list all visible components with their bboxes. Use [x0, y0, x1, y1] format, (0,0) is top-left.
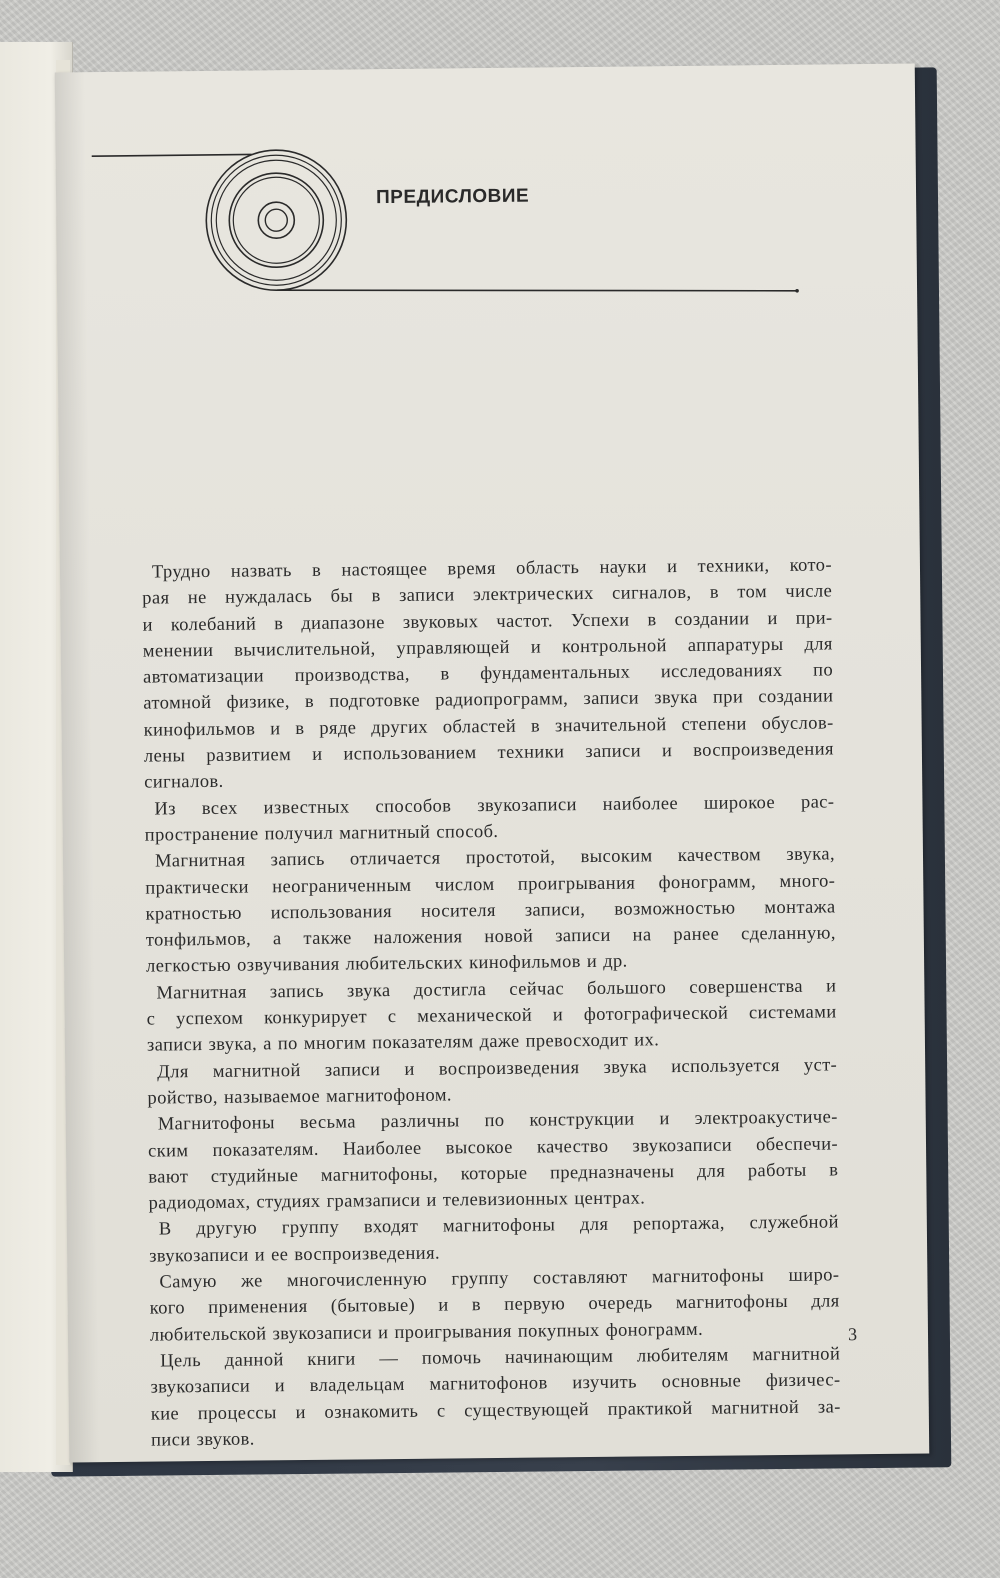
reel-outer-ring-2 — [211, 155, 342, 286]
page-heading: ПРЕДИСЛОВИЕ — [375, 185, 530, 209]
body-text — [142, 552, 841, 1453]
text-line: практически неограниченным числом проигрывания фонограмм, много- — [145, 870, 836, 899]
text-line: лены развитием и использованием техники записи и воспроизведения — [143, 739, 834, 767]
text-line: Трудно назвать в настоящее время область науки и техники, кото- — [151, 555, 833, 583]
text-line: звукозаписи и ее воспроизведения. — [149, 1243, 441, 1267]
text-line: сигналов. — [144, 772, 224, 794]
text-line: кие процессы и ознакомить с существующей практикой магнитной за- — [150, 1396, 841, 1425]
text-line: менении вычислительной, управляющей и контрольной аппаратуры для — [142, 634, 833, 662]
paragraph — [146, 973, 837, 1059]
book-page — [55, 64, 930, 1463]
text-line: ским показателям. Наиболее высокое качество звукозаписи обеспечи- — [147, 1133, 839, 1162]
paragraph — [149, 1210, 840, 1270]
text-line: любительской звукозаписи и проигрывания покупных фонограмм. — [149, 1319, 704, 1346]
text-line: автоматизации производства, в фундаментальных исследованиях по — [142, 660, 834, 688]
text-line: Магнитофоны весьма различны по конструкции и электроакустиче- — [157, 1107, 838, 1135]
paragraph — [150, 1341, 841, 1453]
reel-inner-ring-1 — [229, 173, 324, 268]
text-line: В другую группу входят магнитофоны для репортажа, служебной — [158, 1212, 839, 1240]
text-line: ройство, называемое магнитофоном. — [147, 1085, 453, 1109]
paragraph — [144, 789, 835, 849]
text-line: звукозаписи и владельцам магнитофонов изучить основные физичес- — [150, 1370, 841, 1398]
text-line: с успехом конкурирует с механической и фотографической системами — [146, 1002, 837, 1030]
paragraph — [149, 1262, 840, 1348]
tape-reel-illustration — [92, 141, 814, 319]
paragraph — [147, 1052, 838, 1112]
text-line: пространение получил магнитный способ. — [144, 821, 499, 846]
text-line: Магнитная запись звука достигла сейчас большого совершенства и — [156, 976, 837, 1004]
text-line: легкостью озвучивания любительских кинофильмов и др. — [146, 952, 628, 978]
tape-line-end-dot — [795, 289, 799, 293]
paragraph — [145, 842, 836, 981]
tape-line-top — [92, 154, 252, 156]
reel-outer-ring-1 — [206, 149, 347, 290]
text-line: писи звуков. — [150, 1429, 255, 1451]
page-number: 3 — [847, 1324, 858, 1345]
text-line: записи звука, а по многим показателям даже превосходит их. — [146, 1030, 660, 1056]
reel-hub-ring-1 — [258, 202, 294, 238]
text-line: Для магнитной записи и воспроизведения звука используется уст- — [157, 1055, 838, 1083]
text-line: и колебаний в диапазоне звуковых частот. Успехи в создании и при- — [142, 608, 833, 636]
reel-hub-ring-2 — [265, 209, 287, 231]
text-line: радиодомах, студиях грамзаписи и телевизионных центрах. — [148, 1188, 646, 1214]
text-line: кого применения (бытовые) и в первую очередь магнитофоны для — [149, 1291, 840, 1319]
text-line: рая не нуждалась бы в записи электрических сигналов, в том числе — [142, 581, 833, 609]
text-line: вают студийные магнитофоны, которые предназначены для работы в — [148, 1160, 839, 1188]
text-line: кратностью использования носителя записи, возможностью монтажа — [145, 897, 836, 925]
text-line: атомной физике, в подготовке радиопрограмм, записи звука при создании — [143, 686, 834, 715]
paragraph — [142, 552, 834, 796]
text-line: Самую же многочисленную группу составляют магнитофоны широ- — [159, 1265, 840, 1293]
text-line: Цель данной книги — помочь начинающим любителям магнитной — [160, 1344, 841, 1372]
tape-line-bottom — [277, 285, 797, 296]
paragraph — [148, 1105, 839, 1217]
text-line: кинофильмов и в ряде других областей в значительной степени обуслов- — [143, 713, 834, 741]
text-line: Магнитная запись отличается простотой, высоким качеством звука, — [154, 844, 836, 872]
text-line: Из всех известных способов звукозаписи наиболее широкое рас- — [154, 792, 835, 820]
reel-inner-ring-2 — [233, 177, 320, 264]
text-line: тонфильмов, а также наложения новой записи на ранее сделанную, — [145, 923, 836, 951]
